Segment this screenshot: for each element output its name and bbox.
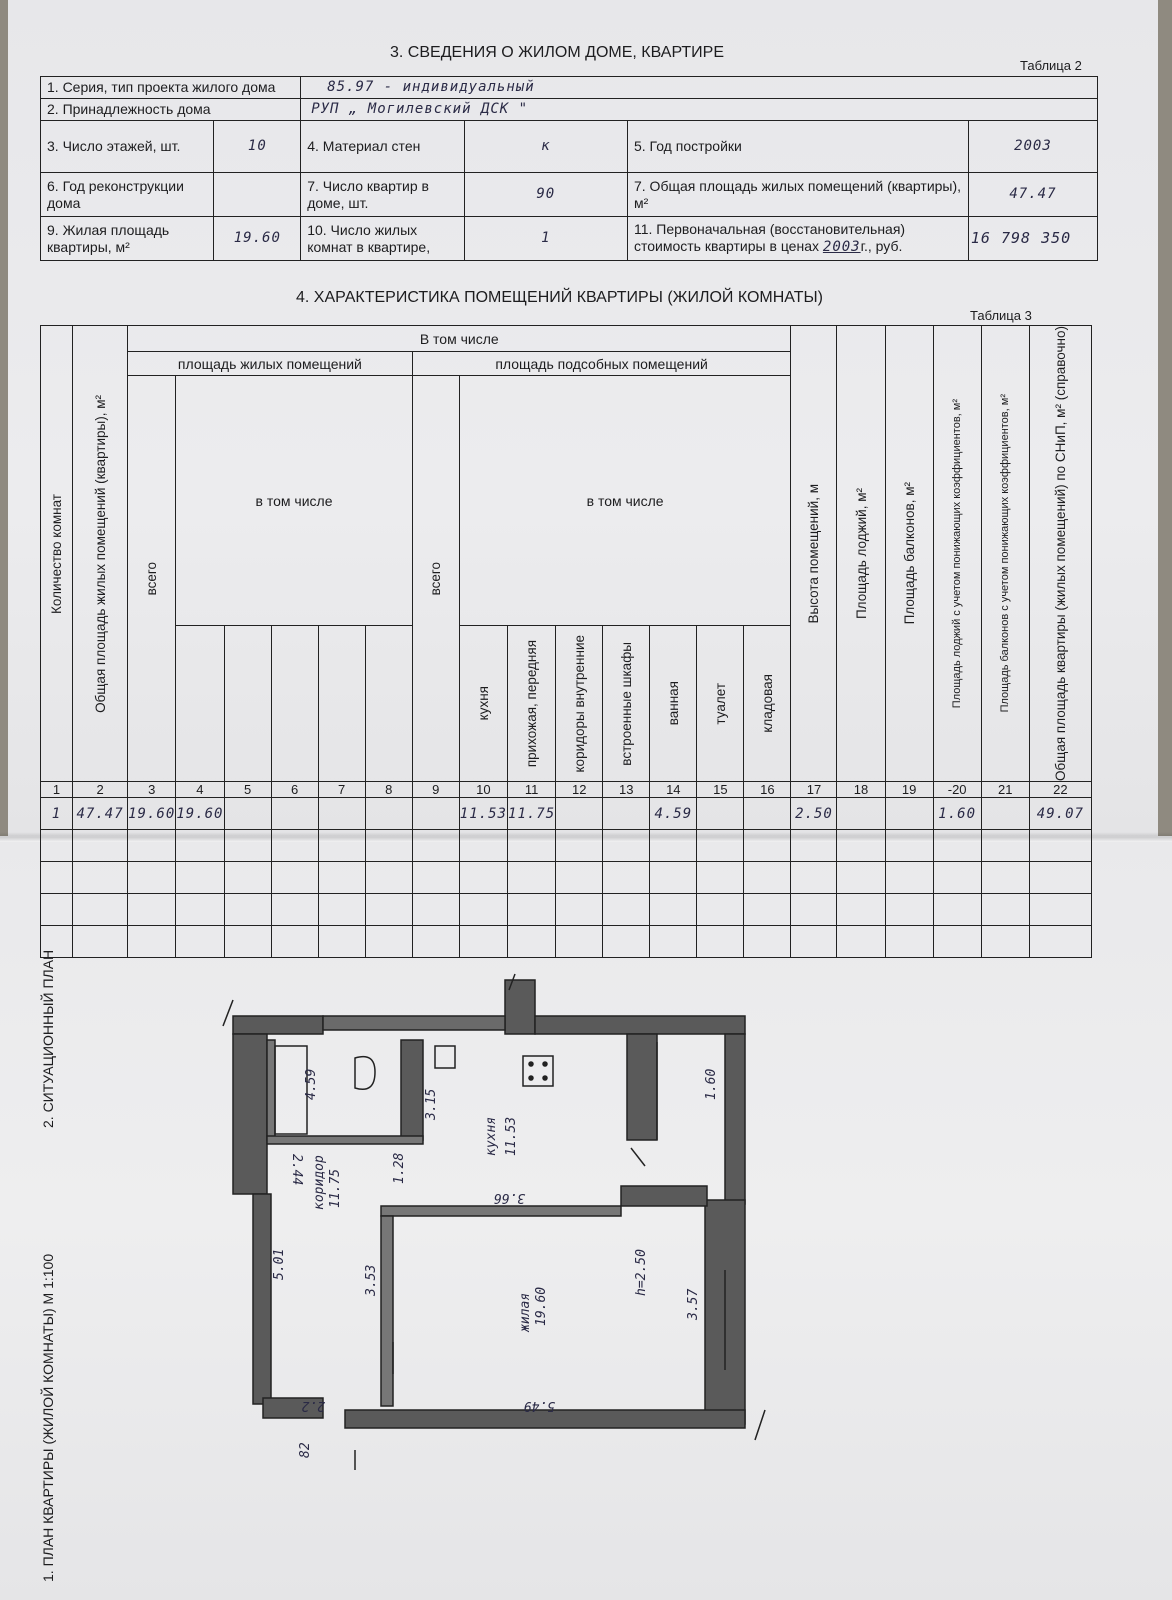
corridor-length-label: 5.01	[272, 1248, 287, 1280]
header-toilet: туалет	[712, 682, 728, 725]
header-rooms-count: Количество комнат	[49, 493, 65, 614]
kitchen-width-label: 3.66	[493, 1190, 525, 1205]
cost-value: 16 798 350	[968, 217, 1097, 261]
series-value: 85.97 - индивидуальный	[301, 77, 1098, 99]
table-row	[41, 862, 1092, 894]
owner-label: 2. Принадлежность дома	[41, 99, 301, 121]
owner-value: РУП „ Могилевский ДСК "	[301, 99, 1098, 121]
col-number: 16	[744, 782, 791, 798]
total-area-value: 47.47	[968, 173, 1097, 217]
table-row	[41, 798, 1092, 830]
header-balcony-coef: Площадь балконов с учетом понижающих коэффициентов, м²	[998, 394, 1011, 713]
dim-128-label: 1.28	[392, 1152, 407, 1184]
section-4-title: 4. ХАРАКТЕРИСТИКА ПОМЕЩЕНИЙ КВАРТИРЫ (ЖИЛОЙ КОМНАТЫ)	[296, 289, 823, 306]
bathtub-icon	[275, 1046, 307, 1134]
walls-label: 4. Материал стен	[301, 121, 464, 173]
cost-label	[627, 217, 968, 261]
stove-icon	[523, 1056, 553, 1086]
living-label: 9. Жилая площадь квартиры, м²	[41, 217, 214, 261]
cost-label-line1: 11. Первоначальная (восстановительная)	[633, 221, 906, 237]
col-number: 14	[650, 782, 697, 798]
cell	[981, 798, 1029, 830]
header-snip-area: Общая площадь квартиры (жилых помещений) по СНиП, м² (справочно)	[1052, 326, 1068, 782]
header-loggia-coef: Площадь лоджий с учетом понижающих коэффициентов, м²	[950, 398, 963, 709]
cell: 11.75	[507, 798, 555, 830]
cell	[885, 798, 933, 830]
dim-315-label: 3.15	[424, 1088, 439, 1120]
rooms-characteristics-table	[40, 325, 1092, 958]
col-number: 21	[981, 782, 1029, 798]
rooms-value: 1	[464, 217, 627, 261]
living-height-label: 3.57	[686, 1288, 701, 1320]
cost-label-text: стоимость квартиры в ценах	[633, 238, 819, 254]
plan-title: 1. ПЛАН КВАРТИРЫ (ЖИЛОЙ КОМНАТЫ) М 1:100	[40, 1253, 56, 1582]
flats-value: 90	[464, 173, 627, 217]
header-living-total: всего	[144, 561, 160, 596]
cost-label-unit: г., руб.	[860, 238, 903, 254]
col-number: 7	[318, 782, 365, 798]
col-number: 5	[224, 782, 271, 798]
sink-icon	[435, 1046, 455, 1068]
floors-value: 10	[214, 121, 301, 173]
cell: 19.60	[176, 798, 224, 830]
header-loggia: Площадь лоджий, м²	[853, 487, 869, 620]
header-total-area: Общая площадь жилых помещений (квартиры), м²	[92, 394, 108, 713]
cost-year: 2003	[822, 239, 861, 255]
table-2-label: Таблица 2	[1020, 58, 1082, 73]
cost-label-line2	[634, 238, 962, 256]
col-number: 8	[365, 782, 412, 798]
header-closets: встроенные шкафы	[618, 641, 634, 766]
header-hall: прихожая, передняя	[524, 639, 540, 768]
cell	[603, 798, 650, 830]
col-number: 9	[412, 782, 459, 798]
house-info-table	[40, 76, 1098, 261]
kitchen-name-label: кухня	[484, 1116, 499, 1156]
header-corridor: коридоры внутренние	[571, 634, 587, 773]
flats-label: 7. Число квартир в доме, шт.	[301, 173, 464, 217]
built-label: 5. Год постройки	[627, 121, 968, 173]
col-number: 15	[697, 782, 744, 798]
table-row	[41, 830, 1092, 862]
col-number: 22	[1029, 782, 1091, 798]
header-aux-total: всего	[428, 561, 444, 596]
series-label: 1. Серия, тип проекта жилого дома	[41, 77, 301, 99]
bath-width-label: 2.44	[289, 1154, 304, 1186]
table-row	[41, 894, 1092, 926]
header-bath: ванная	[665, 681, 681, 726]
cell	[271, 798, 318, 830]
cut-mark-icon	[755, 1410, 765, 1440]
header-living-area: площадь жилых помещений	[128, 352, 413, 376]
walls	[233, 980, 745, 1428]
situation-plan-title: 2. СИТУАЦИОННЫЙ ПЛАН	[40, 949, 56, 1128]
dim-353-label: 3.53	[364, 1264, 379, 1296]
built-value: 2003	[968, 121, 1097, 173]
total-area-label: 7. Общая площадь жилых помещений (квартиры), м²	[627, 173, 968, 217]
living-area-label: 19.60	[534, 1286, 549, 1326]
cell: 4.59	[650, 798, 697, 830]
col-number: 19	[885, 782, 933, 798]
col-number: 2	[73, 782, 128, 798]
corridor-name-label: коридор	[312, 1155, 327, 1210]
toilet-icon	[355, 1057, 375, 1090]
dim-22-label: 2.2	[301, 1398, 325, 1413]
recon-value	[214, 173, 301, 217]
height-label: h=2.50	[634, 1249, 649, 1296]
section-3-title: 3. СВЕДЕНИЯ О ЖИЛОМ ДОМЕ, КВАРТИРЕ	[390, 44, 725, 61]
recon-label: 6. Год реконструкции дома	[41, 173, 214, 217]
cell	[365, 798, 412, 830]
col-number: 4	[176, 782, 224, 798]
header-height: Высота помещений, м	[806, 483, 822, 624]
col-number: 12	[556, 782, 603, 798]
cut-mark-icon	[223, 1000, 233, 1026]
cell	[837, 798, 885, 830]
cell: 19.60	[128, 798, 176, 830]
table-3-label: Таблица 3	[970, 308, 1032, 323]
col-number: -20	[933, 782, 981, 798]
floor-plan	[205, 970, 785, 1480]
cell	[556, 798, 603, 830]
header-aux-incl: в том числе	[459, 376, 791, 626]
fixtures	[223, 974, 765, 1470]
header-storage: кладовая	[759, 674, 775, 733]
door-icon	[631, 1148, 645, 1166]
dim-82-label: 82	[298, 1442, 313, 1458]
header-aux-area: площадь подсобных помещений	[412, 352, 791, 376]
col-number: 3	[128, 782, 176, 798]
corridor-area-label: 11.75	[328, 1168, 343, 1208]
header-living-incl: в том числе	[176, 376, 412, 626]
col-number: 6	[271, 782, 318, 798]
cell	[318, 798, 365, 830]
column-numbers-row	[41, 782, 1092, 798]
rooms-label: 10. Число жилых комнат в квартире,	[301, 217, 464, 261]
col-number: 13	[603, 782, 650, 798]
cell: 49.07	[1029, 798, 1091, 830]
loggia-area-label: 1.60	[704, 1068, 719, 1100]
bath-area-label: 4.59	[304, 1068, 319, 1100]
cell	[224, 798, 271, 830]
cell: 1.60	[933, 798, 981, 830]
walls-value: к	[464, 121, 627, 173]
cell: 1	[41, 798, 73, 830]
header-including: В том числе	[128, 326, 791, 352]
header-balcony: Площадь балконов, м²	[901, 482, 917, 625]
cell	[744, 798, 791, 830]
col-number: 17	[791, 782, 837, 798]
col-number: 10	[459, 782, 507, 798]
living-width-label: 5.49	[523, 1398, 555, 1413]
cell: 2.50	[791, 798, 837, 830]
cell	[697, 798, 744, 830]
col-number: 1	[41, 782, 73, 798]
table-row	[41, 926, 1092, 958]
floors-label: 3. Число этажей, шт.	[41, 121, 214, 173]
cell	[412, 798, 459, 830]
header-kitchen: кухня	[475, 686, 491, 721]
cell: 11.53	[459, 798, 507, 830]
cell: 47.47	[73, 798, 128, 830]
col-number: 11	[507, 782, 555, 798]
living-value: 19.60	[214, 217, 301, 261]
living-name-label: жилая	[518, 1292, 533, 1332]
col-number: 18	[837, 782, 885, 798]
kitchen-area-label: 11.53	[504, 1116, 519, 1156]
